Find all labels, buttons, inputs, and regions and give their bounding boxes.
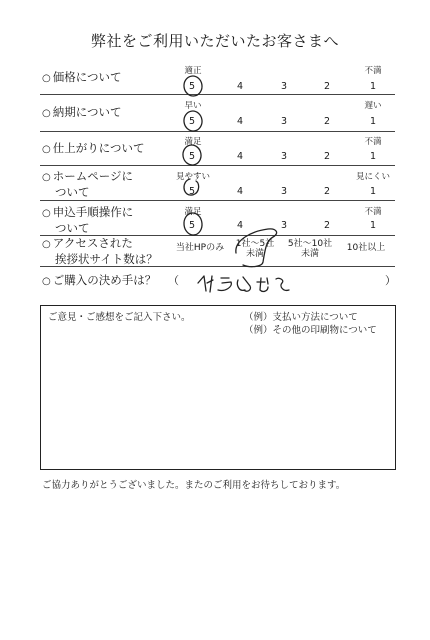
row-divider (40, 200, 395, 201)
rating-5[interactable]: 5 (188, 116, 196, 127)
rating-3[interactable]: 3 (280, 186, 288, 197)
close-paren: ） (385, 274, 396, 287)
footer-thanks: ご協力ありがとうございました。またのご利用をお待ちしております。 (42, 480, 346, 491)
rating-2[interactable]: 2 (323, 151, 331, 162)
access-option-10-plus[interactable]: 10社以上 (346, 243, 386, 253)
rating-2[interactable]: 2 (323, 186, 331, 197)
row-divider (40, 131, 395, 132)
rating-1[interactable]: 1 (369, 151, 377, 162)
rating-2[interactable]: 2 (323, 116, 331, 127)
rating-2[interactable]: 2 (323, 81, 331, 92)
rating-5[interactable]: 5 (188, 81, 196, 92)
rating-right-label: 遅い (364, 101, 382, 111)
comment-example-print: （例）その他の印刷物について (244, 325, 377, 336)
access-option-1-to-5[interactable]: 1社～5社 未満 (235, 239, 275, 259)
row-divider (40, 94, 395, 95)
rating-left-label: 満足 (184, 137, 202, 147)
rating-3[interactable]: 3 (280, 220, 288, 231)
rating-1[interactable]: 1 (369, 116, 377, 127)
access-option-5-to-10[interactable]: 5社～10社 未満 (287, 239, 333, 259)
rating-3[interactable]: 3 (280, 151, 288, 162)
question-access: ○ アクセスされた 挨拶状サイト数は？ (42, 236, 158, 266)
question-finish: ○ 仕上がりについて (42, 141, 145, 155)
rating-1[interactable]: 1 (369, 186, 377, 197)
rating-5[interactable]: 5 (188, 220, 196, 231)
row-divider (40, 165, 395, 166)
rating-3[interactable]: 3 (280, 81, 288, 92)
rating-right-label: 不満 (364, 66, 382, 76)
row-divider (40, 266, 395, 267)
question-procedure: ○ 申込手順操作に ついて (42, 205, 134, 235)
rating-4[interactable]: 4 (236, 220, 244, 231)
rating-1[interactable]: 1 (369, 220, 377, 231)
rating-5[interactable]: 5 (188, 151, 196, 162)
open-paren: （ (168, 274, 179, 287)
rating-3[interactable]: 3 (280, 116, 288, 127)
access-option-own-site[interactable]: 当社HPのみ (175, 243, 225, 253)
handwritten-answer-decision (198, 276, 289, 292)
rating-5[interactable]: 5 (188, 186, 196, 197)
rating-left-label: 適正 (184, 66, 202, 76)
comment-prompt: ご意見・ご感想をご記入下さい。 (48, 312, 191, 323)
rating-4[interactable]: 4 (236, 186, 244, 197)
rating-4[interactable]: 4 (236, 116, 244, 127)
rating-1[interactable]: 1 (369, 81, 377, 92)
comment-example-payment: （例）支払い方法について (244, 312, 358, 323)
form-title: 弊社をご利用いただいたお客さまへ (90, 32, 339, 50)
question-delivery: ○ 納期について (42, 105, 122, 119)
rating-left-label: 見やすい (175, 172, 210, 182)
question-website: ○ ホームページに ついて (42, 169, 134, 199)
rating-right-label: 不満 (364, 207, 382, 217)
rating-2[interactable]: 2 (323, 220, 331, 231)
question-price: ○ 価格について (42, 70, 122, 84)
rating-right-label: 見にくい (355, 172, 390, 182)
rating-left-label: 早い (184, 101, 202, 111)
rating-4[interactable]: 4 (236, 81, 244, 92)
question-decision: ○ ご購入の決め手は？ (42, 273, 157, 287)
rating-right-label: 不満 (364, 137, 382, 147)
rating-4[interactable]: 4 (236, 151, 244, 162)
rating-left-label: 満足 (184, 207, 202, 217)
